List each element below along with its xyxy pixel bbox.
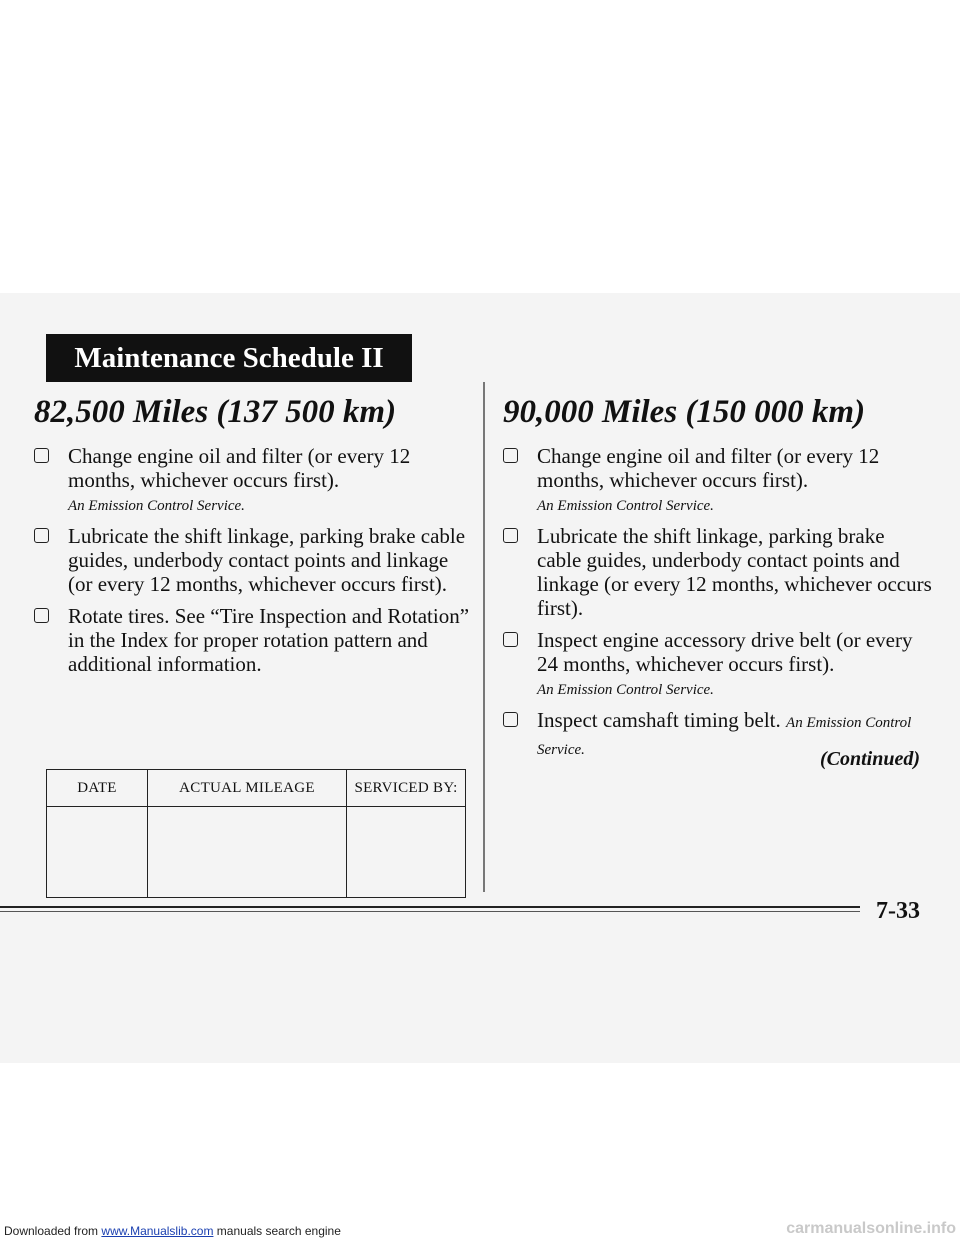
mileage-heading-right: 90,000 Miles (150 000 km) <box>503 394 866 430</box>
serviced-by-cell <box>347 807 466 898</box>
section-header: Maintenance Schedule II <box>46 334 412 382</box>
footer-rule-thin <box>0 911 860 912</box>
mileage-heading-left: 82,500 Miles (137 500 km) <box>34 394 397 430</box>
continued-label: (Continued) <box>819 748 920 770</box>
checklist-item <box>503 628 933 700</box>
item-text: Inspect camshaft timing belt. <box>537 708 781 732</box>
footer-rule <box>0 906 860 908</box>
service-log-table <box>46 769 466 898</box>
column-header: ACTUAL MILEAGE <box>148 770 347 807</box>
right-column <box>503 392 933 770</box>
column-header: SERVICED BY: <box>347 770 466 807</box>
item-text: Rotate tires. See “Tire Inspection and Rotation” in the Index for proper rotation pattern and additional information. <box>68 604 470 676</box>
emission-note: An Emission Control Service. <box>537 715 912 758</box>
checkbox-icon <box>503 712 518 727</box>
checkbox-icon <box>503 632 518 647</box>
item-text: Lubricate the shift linkage, parking brake cable guides, underbody contact points and linkage (or every 12 months, whichever occurs first). <box>68 524 466 596</box>
checklist-item <box>34 444 474 516</box>
checkbox-icon <box>503 448 518 463</box>
emission-note: An Emission Control Service. <box>537 682 714 698</box>
checkbox-icon <box>34 608 49 623</box>
item-text: Change engine oil and filter (or every 12 months, whichever occurs first). <box>68 444 411 492</box>
checkbox-icon <box>34 528 49 543</box>
page-number: 7-33 <box>876 898 920 924</box>
date-cell <box>47 807 148 898</box>
emission-note: An Emission Control Service. <box>68 498 245 514</box>
checkbox-icon <box>503 528 518 543</box>
item-text: Inspect engine accessory drive belt (or every 24 months, whichever occurs first). <box>537 628 913 676</box>
checkbox-icon <box>34 448 49 463</box>
footer-prefix: Downloaded from <box>4 1224 99 1238</box>
checklist-item <box>503 444 933 516</box>
table-row <box>47 807 466 898</box>
left-column <box>34 392 474 684</box>
checklist-item <box>34 604 474 676</box>
checklist-item <box>34 524 474 596</box>
download-footer <box>4 1224 341 1238</box>
item-text: Change engine oil and filter (or every 12 months, whichever occurs first). <box>537 444 880 492</box>
column-header: DATE <box>47 770 148 807</box>
mileage-cell <box>148 807 347 898</box>
watermark-text: carmanualsonline.info <box>786 1220 956 1237</box>
checklist-item <box>503 524 933 620</box>
emission-note: An Emission Control Service. <box>537 498 714 514</box>
item-text: Lubricate the shift linkage, parking brake cable guides, underbody contact points and linkage (or every 12 months, whichever occurs first). <box>537 524 932 620</box>
manualslib-link[interactable]: www.Manualslib.com <box>101 1224 214 1238</box>
column-divider <box>483 382 485 892</box>
footer-suffix: manuals search engine <box>216 1224 341 1238</box>
